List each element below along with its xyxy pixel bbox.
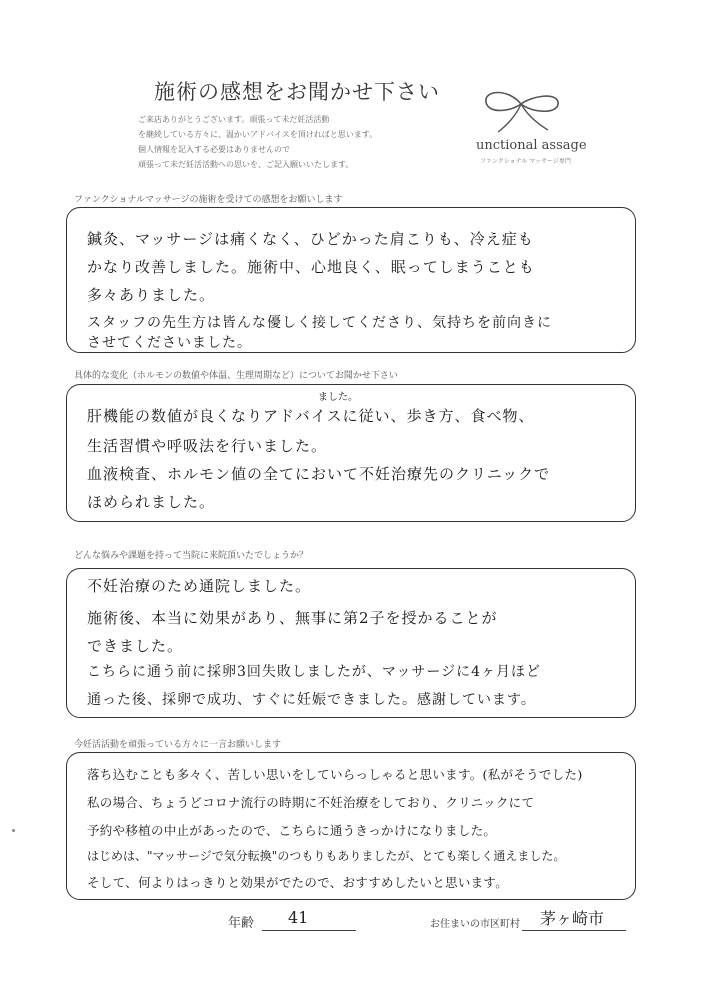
question-label-3: どんな悩みや課題を持って当院に来院頂いたでしょうか？	[74, 551, 309, 561]
answer-box-1	[66, 207, 636, 353]
question-label-2: 具体的な変化（ホルモンの数値や体温、生理周期など）についてお聞かせ下さい	[74, 371, 398, 381]
answer-line: ほめられました。	[87, 493, 216, 511]
answer-line: 落ち込むことも多々く、苦しい思いをしていらっしゃると思います。(私がそうでした)	[87, 767, 583, 782]
answer-line: 鍼灸、マッサージは痛くなく、ひどかった肩こりも、冷え症も	[87, 230, 534, 248]
answer-line: 不妊治療のため通院しました。	[87, 577, 312, 595]
logo-subtext: ファンクショナル マッサージ専門	[480, 158, 571, 165]
intro-line: ご来店ありがとうございます。頑張って未だ妊活活動	[138, 115, 330, 124]
question-label-4: 今妊活活動を頑張っている方々に一言お願いします	[74, 740, 282, 750]
answer-box-3	[66, 568, 636, 718]
answer-line: そして、何よりはっきりと効果がでたので、おすすめしたいと思います。	[87, 875, 509, 890]
intro-line: を継続している方々に、温かいアドバイスを頂ければと思います。	[138, 130, 378, 139]
answer-line: かなり改善しました。施術中、心地良く、眠ってしまうことも	[87, 258, 535, 276]
age-value: 41	[288, 908, 309, 927]
handwritten-annotation: ました。	[318, 392, 358, 403]
answer-line: 私の場合、ちょうどコロナ流行の時期に不妊治療をしており、クリニックにて	[87, 795, 535, 810]
answer-line: 予約や移植の中止があったので、こちらに通うきっかけになりました。	[87, 823, 497, 838]
answer-line: はじめは、"マッサージで気分転換"のつもりもありましたが、とても楽しく通えました。	[87, 849, 566, 863]
question-label-1: ファンクショナルマッサージの施術を受けての感想をお願いします	[74, 195, 343, 205]
answer-box-4	[66, 752, 636, 900]
answer-line: 通った後、採卵で成功、すぐに妊娠できました。感謝しています。	[87, 692, 536, 708]
answer-line: 多々ありました。	[87, 286, 216, 304]
answer-line: 肝機能の数値が良くなりアドバイスに従い、歩き方、食べ物、	[87, 407, 535, 425]
answer-line: させてくださいました。	[87, 335, 252, 351]
answer-line: 血液検査、ホルモン値の全てにおいて不妊治療先のクリニックで	[87, 465, 551, 483]
logo-text: unctional assage	[476, 138, 587, 153]
intro-line: 頑張って未だ妊活活動への思いを、ご記入願いいたします。	[138, 160, 354, 169]
answer-line: できました。	[87, 637, 184, 655]
intro-line: 個人情報を記入する必要はありませんので	[138, 145, 290, 154]
logo	[468, 82, 587, 165]
address-value: 茅ヶ崎市	[540, 909, 605, 928]
stray-mark	[12, 829, 15, 832]
answer-line: 施術後、本当に効果があり、無事に第2子を授かることが	[87, 609, 498, 627]
address-underline	[522, 930, 626, 931]
answer-box-2	[66, 384, 636, 522]
answer-line: こちらに通う前に採卵3回失敗しましたが、マッサージに4ヶ月ほど	[87, 664, 541, 680]
answer-line: 生活習慣や呼吸法を行いました。	[87, 437, 328, 455]
address-label: お住まいの市区町村	[430, 919, 520, 930]
page-title: 施術の感想をお聞かせ下さい	[154, 80, 440, 104]
intro-text	[138, 112, 377, 172]
infinity-ribbon-icon	[476, 82, 566, 142]
answer-line: スタッフの先生方は皆んな優しく接してくださり、気持ちを前向きに	[87, 315, 552, 331]
age-underline	[262, 930, 356, 931]
age-label: 年齢	[228, 916, 255, 931]
